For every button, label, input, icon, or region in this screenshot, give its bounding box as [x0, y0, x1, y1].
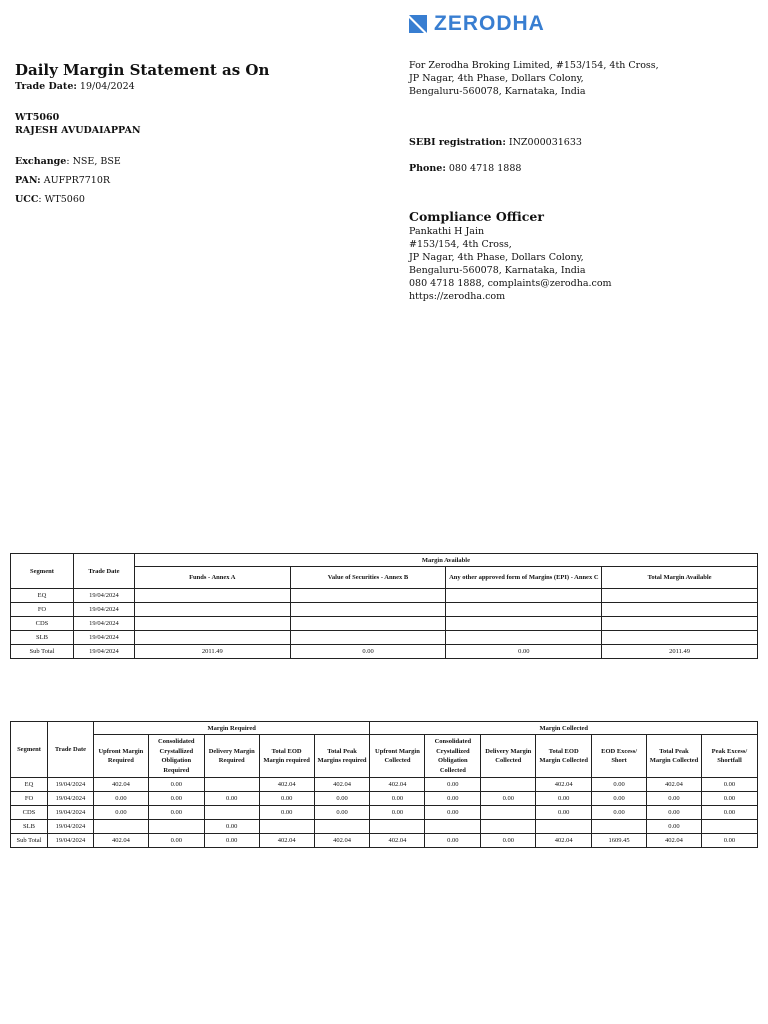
- table-cell: [481, 778, 536, 792]
- table-cell: [370, 820, 425, 834]
- table-cell: 0.00: [259, 806, 314, 820]
- table-cell: 402.04: [536, 778, 592, 792]
- table-cell: 1609.45: [592, 834, 647, 848]
- compliance-line: Bengaluru-560078, Karnataka, India: [409, 265, 586, 276]
- margin-available-group-header: Margin Available: [134, 554, 757, 567]
- table-cell: 0.00: [148, 834, 204, 848]
- table-cell: 19/04/2024: [73, 631, 134, 645]
- table-cell: 19/04/2024: [73, 603, 134, 617]
- brand-name: ZERODHA: [434, 12, 545, 35]
- table-cell: [425, 820, 481, 834]
- company-address: [409, 59, 659, 98]
- pan-value: AUFPR7710R: [43, 175, 111, 186]
- table-cell: 19/04/2024: [47, 820, 93, 834]
- table-cell: [290, 631, 446, 645]
- table-cell: 2011.49: [602, 645, 758, 659]
- table-cell: 19/04/2024: [47, 834, 93, 848]
- table-cell: 402.04: [314, 834, 370, 848]
- table-cell: [134, 589, 290, 603]
- column-header: Delivery Margin Collected: [481, 735, 536, 778]
- table-cell: 0.00: [148, 792, 204, 806]
- table-cell: 0.00: [148, 778, 204, 792]
- column-header: Any other approved form of Margins (EPI) - Annex C: [446, 567, 602, 589]
- phone-value: 080 4718 1888: [448, 163, 522, 174]
- column-header: Total EOD Margin Collected: [536, 735, 592, 778]
- table-row: [11, 631, 758, 645]
- ucc-label: UCC: [15, 194, 39, 205]
- table-cell: 402.04: [314, 778, 370, 792]
- table-cell: [602, 617, 758, 631]
- margin-required-collected-body: [11, 778, 758, 848]
- table-cell: [446, 603, 602, 617]
- ucc-value: : WT5060: [38, 194, 85, 205]
- compliance-line: JP Nagar, 4th Phase, Dollars Colony,: [409, 252, 584, 263]
- margin-available-table: [10, 553, 758, 659]
- table-row: [11, 645, 758, 659]
- table-cell: 0.00: [370, 792, 425, 806]
- table-cell: [701, 820, 757, 834]
- column-header: Total EOD Margin required: [259, 735, 314, 778]
- table-cell: 0.00: [290, 645, 446, 659]
- column-header: Delivery Margin Required: [204, 735, 259, 778]
- margin-required-group-header: Margin Required: [93, 722, 370, 735]
- table-cell: [134, 603, 290, 617]
- pan-label: PAN:: [15, 175, 41, 186]
- table-cell: 0.00: [425, 806, 481, 820]
- trade-date-label: Trade Date:: [15, 81, 77, 92]
- table-cell: 0.00: [647, 806, 702, 820]
- table-row: [11, 834, 758, 848]
- table-cell: 0.00: [425, 778, 481, 792]
- trade-date-header: Trade Date: [47, 722, 93, 778]
- segment-header: Segment: [11, 722, 48, 778]
- compliance-details: [409, 225, 612, 303]
- table-cell: 0.00: [370, 806, 425, 820]
- table-row: [11, 603, 758, 617]
- table-cell: 0.00: [536, 792, 592, 806]
- table-cell: 0.00: [314, 792, 370, 806]
- table-cell: 402.04: [647, 778, 702, 792]
- table-cell: 0.00: [592, 806, 647, 820]
- table-cell: [134, 617, 290, 631]
- table-cell: [93, 820, 148, 834]
- table-cell: 2011.49: [134, 645, 290, 659]
- table-cell: SLB: [11, 820, 48, 834]
- table-cell: 402.04: [93, 834, 148, 848]
- table-cell: 0.00: [481, 792, 536, 806]
- column-header: Total Margin Available: [602, 567, 758, 589]
- trade-date-header: Trade Date: [73, 554, 134, 589]
- table-cell: 402.04: [370, 834, 425, 848]
- table-cell: [481, 806, 536, 820]
- table-cell: 0.00: [647, 820, 702, 834]
- column-header: Funds - Annex A: [134, 567, 290, 589]
- table-cell: 0.00: [592, 792, 647, 806]
- table-cell: 0.00: [481, 834, 536, 848]
- margin-collected-group-header: Margin Collected: [370, 722, 758, 735]
- table-cell: [290, 603, 446, 617]
- margin-columns-row: [11, 735, 758, 778]
- table-cell: 0.00: [701, 806, 757, 820]
- compliance-line: Pankathi H Jain: [409, 226, 485, 237]
- table-cell: 0.00: [204, 792, 259, 806]
- client-id: WT5060: [15, 112, 60, 123]
- margin-available-body: [11, 589, 758, 659]
- table-cell: [290, 617, 446, 631]
- table-cell: [314, 820, 370, 834]
- table-cell: 0.00: [701, 834, 757, 848]
- table-cell: 19/04/2024: [47, 778, 93, 792]
- column-header: Peak Excess/ Shortfall: [701, 735, 757, 778]
- table-cell: SLB: [11, 631, 74, 645]
- compliance-line: https://zerodha.com: [409, 291, 506, 302]
- trade-date-value: 19/04/2024: [79, 81, 135, 92]
- table-row: [11, 820, 758, 834]
- table-cell: [602, 603, 758, 617]
- table-cell: [290, 589, 446, 603]
- table-cell: 0.00: [701, 778, 757, 792]
- table-cell: [536, 820, 592, 834]
- compliance-line: 080 4718 1888, complaints@zerodha.com: [409, 278, 612, 289]
- company-address-line: JP Nagar, 4th Phase, Dollars Colony,: [409, 73, 584, 84]
- column-header: Upfront Margin Required: [93, 735, 148, 778]
- exchange-line: [15, 155, 121, 168]
- table-row: [11, 778, 758, 792]
- table-cell: [148, 820, 204, 834]
- table-cell: 0.00: [204, 834, 259, 848]
- table-cell: [204, 778, 259, 792]
- column-header: EOD Excess/ Short: [592, 735, 647, 778]
- table-cell: Sub Total: [11, 834, 48, 848]
- table-cell: [204, 806, 259, 820]
- exchange-label: Exchange: [15, 156, 67, 167]
- table-cell: 19/04/2024: [73, 645, 134, 659]
- table-cell: 402.04: [647, 834, 702, 848]
- table-cell: 402.04: [93, 778, 148, 792]
- table-row: [11, 617, 758, 631]
- zerodha-logo-icon: [409, 15, 427, 33]
- table-cell: 0.00: [93, 806, 148, 820]
- table-cell: 0.00: [204, 820, 259, 834]
- compliance-line: #153/154, 4th Cross,: [409, 239, 512, 250]
- table-cell: [446, 617, 602, 631]
- compliance-heading: Compliance Officer: [409, 209, 544, 224]
- table-row: [11, 589, 758, 603]
- table-cell: [259, 820, 314, 834]
- table-cell: 19/04/2024: [73, 589, 134, 603]
- table-cell: 402.04: [536, 834, 592, 848]
- sebi-line: [409, 136, 582, 149]
- column-header: Value of Securities - Annex B: [290, 567, 446, 589]
- phone-line: [409, 162, 521, 175]
- column-header: Consolidated Crystallized Obligation Collected: [425, 735, 481, 778]
- exchange-value: : NSE, BSE: [66, 156, 121, 167]
- table-cell: 402.04: [259, 778, 314, 792]
- brand-logo: [409, 12, 545, 36]
- pan-line: [15, 174, 110, 187]
- table-cell: CDS: [11, 617, 74, 631]
- table-cell: 19/04/2024: [73, 617, 134, 631]
- table-cell: FO: [11, 603, 74, 617]
- column-header: Total Peak Margins required: [314, 735, 370, 778]
- table-cell: 19/04/2024: [47, 792, 93, 806]
- table-cell: 0.00: [93, 792, 148, 806]
- margin-required-collected-table: [10, 721, 758, 848]
- table-cell: [481, 820, 536, 834]
- company-address-line: Bengaluru-560078, Karnataka, India: [409, 86, 586, 97]
- table-cell: 0.00: [446, 645, 602, 659]
- table-cell: 0.00: [701, 792, 757, 806]
- sebi-value: INZ000031633: [508, 137, 582, 148]
- table-cell: [602, 589, 758, 603]
- table-cell: 0.00: [148, 806, 204, 820]
- table-row: [11, 806, 758, 820]
- phone-label: Phone:: [409, 163, 446, 174]
- column-header: Consolidated Crystallized Obligation Required: [148, 735, 204, 778]
- table-cell: 0.00: [314, 806, 370, 820]
- table-cell: 0.00: [592, 778, 647, 792]
- table-cell: 0.00: [647, 792, 702, 806]
- table-cell: 402.04: [259, 834, 314, 848]
- table-cell: 402.04: [370, 778, 425, 792]
- table-cell: EQ: [11, 778, 48, 792]
- table-cell: [446, 589, 602, 603]
- table-row: [11, 792, 758, 806]
- segment-header: Segment: [11, 554, 74, 589]
- table-cell: CDS: [11, 806, 48, 820]
- statement-title: Daily Margin Statement as On: [15, 61, 270, 79]
- table-cell: FO: [11, 792, 48, 806]
- table-cell: [446, 631, 602, 645]
- table-cell: 0.00: [536, 806, 592, 820]
- table-cell: [602, 631, 758, 645]
- table-cell: EQ: [11, 589, 74, 603]
- table-cell: 0.00: [425, 834, 481, 848]
- table-cell: 0.00: [259, 792, 314, 806]
- client-name: RAJESH AVUDAIAPPAN: [15, 125, 141, 136]
- table-cell: [134, 631, 290, 645]
- column-header: Total Peak Margin Collected: [647, 735, 702, 778]
- company-address-line: For Zerodha Broking Limited, #153/154, 4th Cross,: [409, 60, 659, 71]
- sebi-label: SEBI registration:: [409, 137, 506, 148]
- trade-date-line: [15, 80, 135, 93]
- table-cell: Sub Total: [11, 645, 74, 659]
- table-cell: 0.00: [425, 792, 481, 806]
- table-cell: 19/04/2024: [47, 806, 93, 820]
- table-cell: [592, 820, 647, 834]
- ucc-line: [15, 193, 85, 206]
- column-header: Upfront Margin Collected: [370, 735, 425, 778]
